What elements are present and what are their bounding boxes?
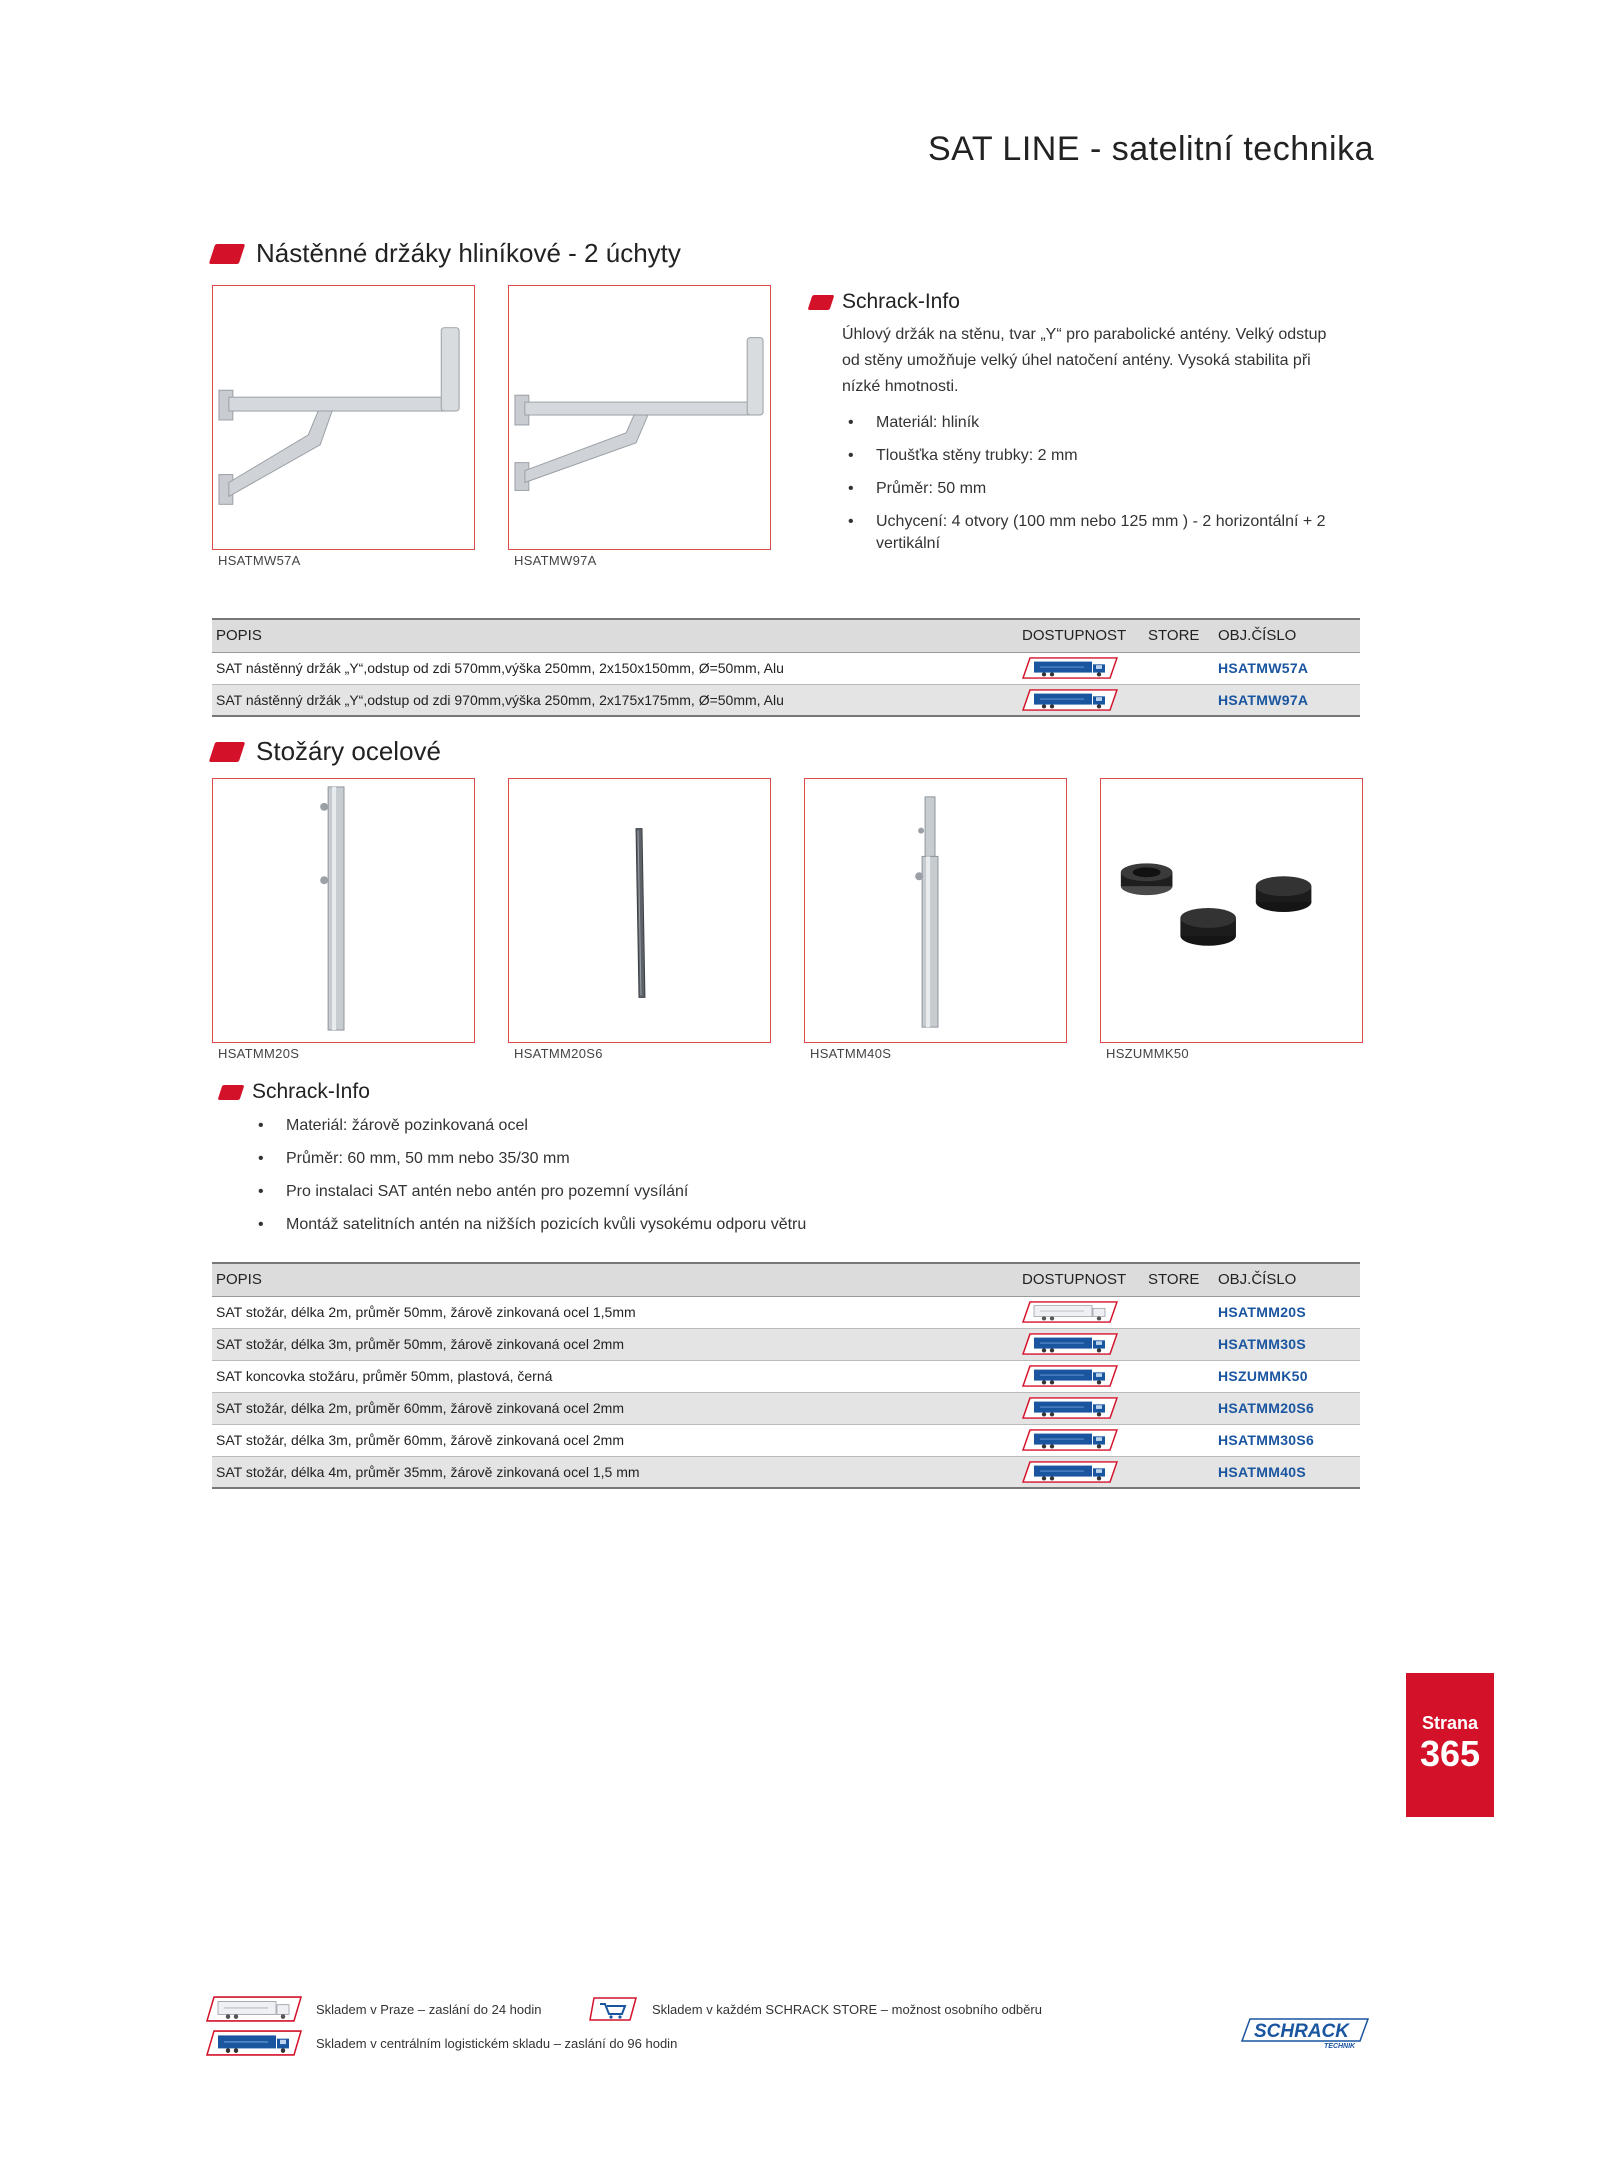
legend-prague — [206, 1996, 541, 2022]
list-item: • Tloušťka stěny trubky: 2 mm — [842, 445, 1362, 467]
central-warehouse-truck-icon — [1022, 689, 1118, 711]
availability-cell — [1018, 684, 1144, 716]
table-row — [212, 652, 1360, 684]
list-item: • Materiál: žárově pozinkovaná ocel — [252, 1115, 1152, 1137]
page-number: 365 — [1419, 1733, 1481, 1774]
info-paragraph: Úhlový držák na stěnu, tvar „Y“ pro parabolické antény. Velký odstup od stěny umožňuje velký úhel natočení antény. Vysoká stabilita při nízké hmotnosti. — [842, 326, 1327, 395]
schrack-technik-logo — [1240, 2015, 1370, 2056]
table-row — [212, 1360, 1360, 1392]
product-image-hsatmm20s6[interactable] — [508, 778, 771, 1043]
availability-cell — [1018, 1360, 1144, 1392]
wall-bracket-image — [509, 286, 770, 549]
central-warehouse-truck-icon — [1022, 1365, 1118, 1387]
schrack-info-label: Schrack-Info — [842, 290, 960, 313]
page-label: Strana — [1421, 1713, 1479, 1733]
col-header-popis: POPIS — [212, 619, 1018, 652]
order-number-link[interactable]: HSATMW97A — [1214, 684, 1360, 716]
table-row — [212, 1296, 1360, 1328]
product-image-hsatmw97a[interactable] — [508, 285, 771, 550]
row-description: SAT koncovka stožáru, průměr 50mm, plastová, černá — [212, 1360, 1018, 1392]
product-table-brackets — [212, 618, 1360, 717]
shopping-cart-icon — [588, 1996, 638, 2022]
order-number-link[interactable]: HSATMM30S6 — [1214, 1424, 1360, 1456]
table-row — [212, 684, 1360, 716]
list-item: • Uchycení: 4 otvory (100 mm nebo 125 mm ) - 2 horizontální + 2 vertikální — [842, 511, 1362, 555]
schrack-info-heading — [810, 290, 960, 314]
central-warehouse-truck-icon — [1022, 657, 1118, 679]
row-description: SAT stožár, délka 3m, průměr 50mm, žárově zinkovaná ocel 2mm — [212, 1328, 1018, 1360]
product-image-hsatmm20s[interactable] — [212, 778, 475, 1043]
table-row — [212, 1424, 1360, 1456]
legend-central — [206, 2030, 677, 2056]
page-number-badge — [1406, 1673, 1494, 1817]
prague-warehouse-truck-icon — [1022, 1301, 1118, 1323]
row-description: SAT nástěnný držák „Y“,odstup od zdi 570mm,výška 250mm, 2x150x150mm, Ø=50mm, Alu — [212, 652, 1018, 684]
col-header-obj-cislo: OBJ.ČÍSLO — [1214, 1263, 1360, 1296]
svg-text:SCHRACK: SCHRACK — [1254, 2021, 1349, 2042]
central-warehouse-truck-icon — [1022, 1333, 1118, 1355]
row-description: SAT nástěnný držák „Y“,odstup od zdi 970mm,výška 250mm, 2x175x175mm, Ø=50mm, Alu — [212, 684, 1018, 716]
col-header-store: STORE — [1144, 619, 1214, 652]
list-item: • Průměr: 60 mm, 50 mm nebo 35/30 mm — [252, 1148, 1152, 1170]
row-description: SAT stožár, délka 3m, průměr 60mm, žárově zinkovaná ocel 2mm — [212, 1424, 1018, 1456]
product-code: HSATMM40S — [810, 1046, 892, 1061]
availability-cell — [1018, 1392, 1144, 1424]
section-heading-text: Stožáry ocelové — [256, 736, 441, 766]
info-bullet-list — [842, 412, 1362, 566]
store-cell — [1144, 1424, 1214, 1456]
list-item: • Materiál: hliník — [842, 412, 1362, 434]
col-header-store: STORE — [1144, 1263, 1214, 1296]
table-header-row — [212, 619, 1360, 652]
order-number-link[interactable]: HSZUMMK50 — [1214, 1360, 1360, 1392]
svg-text:TECHNIK: TECHNIK — [1324, 2043, 1356, 2050]
red-marker-icon — [808, 295, 835, 310]
col-header-dostupnost: DOSTUPNOST — [1018, 619, 1144, 652]
order-number-link[interactable]: HSATMM20S — [1214, 1296, 1360, 1328]
availability-cell — [1018, 1456, 1144, 1488]
availability-cell — [1018, 1424, 1144, 1456]
store-cell — [1144, 1328, 1214, 1360]
table-row — [212, 1328, 1360, 1360]
product-code: HSATMW97A — [514, 553, 597, 568]
order-number-link[interactable]: HSATMM20S6 — [1214, 1392, 1360, 1424]
red-marker-icon — [209, 244, 245, 264]
store-cell — [1144, 1456, 1214, 1488]
product-code: HSATMM20S — [218, 1046, 300, 1061]
central-warehouse-truck-icon — [1022, 1461, 1118, 1483]
central-warehouse-truck-icon — [206, 2030, 302, 2056]
section-heading-wall-brackets — [212, 238, 681, 269]
section-heading-text: Nástěnné držáky hliníkové - 2 úchyty — [256, 238, 681, 268]
list-item: • Průměr: 50 mm — [842, 478, 1362, 500]
availability-cell — [1018, 1296, 1144, 1328]
legend-text: Skladem v každém SCHRACK STORE – možnost osobního odběru — [652, 2001, 1042, 2017]
product-table-masts — [212, 1262, 1360, 1489]
schrack-info-heading — [220, 1080, 370, 1104]
central-warehouse-truck-icon — [1022, 1429, 1118, 1451]
prague-warehouse-truck-icon — [206, 1996, 302, 2022]
legend-text: Skladem v Praze – zaslání do 24 hodin — [316, 2001, 542, 2017]
product-code: HSZUMMK50 — [1106, 1046, 1189, 1061]
availability-cell — [1018, 652, 1144, 684]
steel-mast-image — [213, 779, 474, 1042]
product-image-hsatmm40s[interactable] — [804, 778, 1067, 1043]
store-cell — [1144, 652, 1214, 684]
product-code: HSATMW57A — [218, 553, 301, 568]
col-header-obj-cislo: OBJ.ČÍSLO — [1214, 619, 1360, 652]
order-number-link[interactable]: HSATMW57A — [1214, 652, 1360, 684]
col-header-popis: POPIS — [212, 1263, 1018, 1296]
row-description: SAT stožár, délka 2m, průměr 50mm, žárově zinkovaná ocel 1,5mm — [212, 1296, 1018, 1328]
product-image-hszummk50[interactable] — [1100, 778, 1363, 1043]
table-row — [212, 1456, 1360, 1488]
product-code: HSATMM20S6 — [514, 1046, 603, 1061]
store-cell — [1144, 1392, 1214, 1424]
availability-cell — [1018, 1328, 1144, 1360]
table-header-row — [212, 1263, 1360, 1296]
red-marker-icon — [209, 742, 245, 762]
product-image-hsatmw57a[interactable] — [212, 285, 475, 550]
order-number-link[interactable]: HSATMM40S — [1214, 1456, 1360, 1488]
table-row — [212, 1392, 1360, 1424]
steel-mast-image — [509, 779, 770, 1042]
legend-store — [588, 1996, 1042, 2022]
page-title: SAT LINE - satelitní technika — [928, 130, 1374, 168]
store-cell — [1144, 1296, 1214, 1328]
list-item: • Pro instalaci SAT antén nebo antén pro pozemní vysílání — [252, 1181, 1152, 1203]
section-heading-steel-masts — [212, 736, 441, 767]
list-item: • Montáž satelitních antén na nižších pozicích kvůli vysokému odporu větru — [252, 1214, 1152, 1236]
col-header-dostupnost: DOSTUPNOST — [1018, 1263, 1144, 1296]
schrack-info-label: Schrack-Info — [252, 1080, 370, 1103]
red-marker-icon — [218, 1085, 245, 1100]
row-description: SAT stožár, délka 2m, průměr 60mm, žárově zinkovaná ocel 2mm — [212, 1392, 1018, 1424]
legend-text: Skladem v centrálním logistickém skladu – zaslání do 96 hodin — [316, 2035, 678, 2051]
mast-end-caps-image — [1101, 779, 1362, 1042]
info-bullet-list — [252, 1115, 1152, 1247]
central-warehouse-truck-icon — [1022, 1397, 1118, 1419]
store-cell — [1144, 684, 1214, 716]
wall-bracket-image — [213, 286, 474, 549]
order-number-link[interactable]: HSATMM30S — [1214, 1328, 1360, 1360]
row-description: SAT stožár, délka 4m, průměr 35mm, žárově zinkovaná ocel 1,5 mm — [212, 1456, 1018, 1488]
store-cell — [1144, 1360, 1214, 1392]
steel-mast-image — [805, 779, 1066, 1042]
